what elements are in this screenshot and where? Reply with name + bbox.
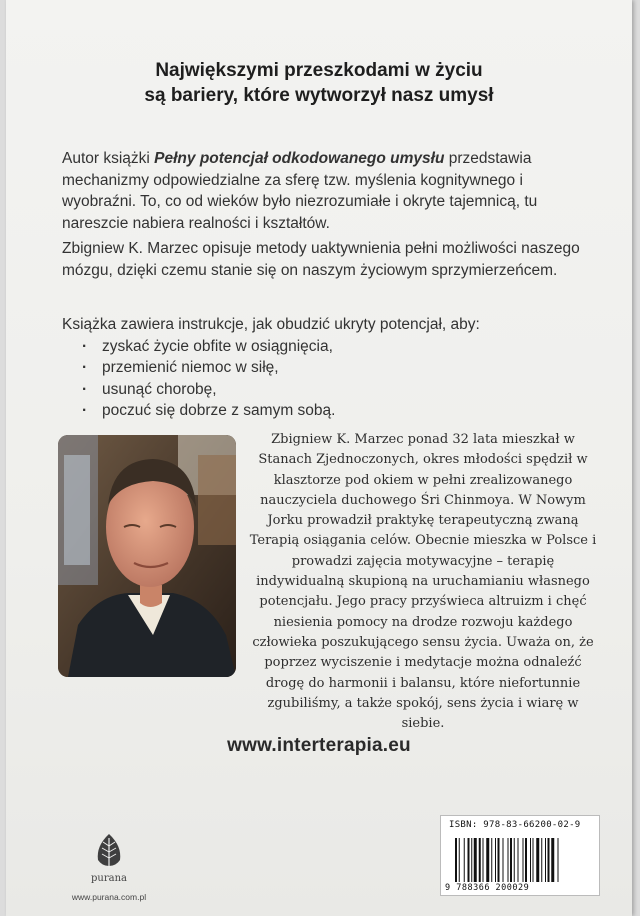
barcode-bar: [464, 838, 465, 882]
website-url[interactable]: www.interterapia.eu: [227, 735, 411, 756]
headline-line-1: Największymi przeszkodami w życiu: [155, 60, 483, 81]
headline: [6, 58, 632, 108]
barcode-bar: [455, 838, 457, 882]
barcode-bar: [514, 838, 515, 882]
barcode-bar: [498, 838, 500, 882]
author-bio: Zbigniew K. Marzec ponad 32 lata mieszkał w Stanach Zjednoczonych, okres młodości spędził w klasztorze pod okiem w pełni zrealizowanego nauczyciela duchowego Śri Chinmoya. W Nowym Jorku prowadził praktykę terapeutyczną zwaną Terapią osiągania celów. Obecnie mieszka w Polsce i prowadzi zajęcia motywacyjne – terapię indywidualną skupioną na uruchamianiu własnego potencjału. Jego pracy przyświeca altruizm i chęć niesienia pomocy na drodze rozwoju każdego człowieka poszukującego sensu życia. Uważa on, że poprzez wyciszenie i medytacje można odnaleźć drogę do harmonii i balansu, które niefortunnie zgubiliśmy, a także spokój, sens życia i wiarę w siebie.: [249, 432, 597, 732]
barcode-bar: [523, 838, 524, 882]
barcode-bar: [551, 838, 554, 882]
barcode-bar: [545, 838, 546, 882]
benefit-item: · zyskać życie obfite w osiągnięcia,: [62, 336, 592, 358]
barcode: [455, 838, 591, 882]
publisher-name: purana: [91, 873, 127, 884]
barcode-bar: [495, 838, 496, 882]
barcode-bar: [525, 838, 527, 882]
benefits-paragraph: [62, 314, 592, 422]
barcode-bar: [541, 838, 542, 882]
book-title: Pełny potencjał odkodowanego umysłu: [154, 150, 445, 167]
intro-paragraph: [62, 148, 592, 234]
benefit-item: · poczuć się dobrze z samym sobą.: [62, 400, 592, 422]
barcode-bar: [459, 838, 460, 882]
leaf-icon: [92, 832, 126, 870]
barcode-digits: 9 788366 200029: [445, 883, 530, 893]
barcode-bar: [558, 838, 559, 882]
barcode-bar: [503, 838, 504, 882]
barcode-bar: [510, 838, 512, 882]
publisher-website[interactable]: www.purana.com.pl: [71, 892, 147, 902]
barcode-bar: [508, 838, 509, 882]
intro-text-before: Autor książki: [62, 150, 155, 167]
book-back-cover: [6, 0, 632, 916]
benefits-list: [62, 336, 592, 422]
author-paragraph: Zbigniew K. Marzec opisuje metody uaktywnienia pełni możliwości naszego mózgu, dzięki czemu stanie się on naszym życiowym sprzymierzeńcem.: [62, 240, 580, 279]
barcode-bar: [474, 838, 477, 882]
barcode-bar: [483, 838, 484, 882]
barcode-bar: [548, 838, 550, 882]
isbn-barcode-box: [440, 815, 600, 896]
barcode-bar: [533, 838, 534, 882]
barcode-bar: [536, 838, 539, 882]
author-photo: [58, 435, 236, 677]
publisher-logo: [68, 832, 150, 902]
barcode-bar: [486, 838, 489, 882]
intro-text-after: przedstawia mechanizmy odpowiedzialne za sferę tzw. myślenia kognitywnego i wyobraźni. To, co od wieków było niezrozumiałe i okryte tajemnicą, tu nareszcie nabiera realności i kształtów.: [62, 150, 538, 232]
barcode-bar: [479, 838, 481, 882]
barcode-bar: [518, 838, 519, 882]
benefit-item: · przemienić niemoc w siłę,: [62, 357, 592, 379]
benefit-item: · usunąć chorobę,: [62, 379, 592, 401]
headline-line-2: są bariery, które wytworzył nasz umysł: [144, 85, 494, 106]
benefits-lead: Książka zawiera instrukcje, jak obudzić ukryty potencjał, aby:: [62, 316, 480, 333]
barcode-bar: [468, 838, 470, 882]
isbn-label: ISBN: 978-83-66200-02-9: [449, 820, 581, 830]
barcode-bar: [530, 838, 531, 882]
barcode-bar: [471, 838, 472, 882]
barcode-bar: [491, 838, 492, 882]
author-portrait-illustration: [58, 435, 236, 677]
